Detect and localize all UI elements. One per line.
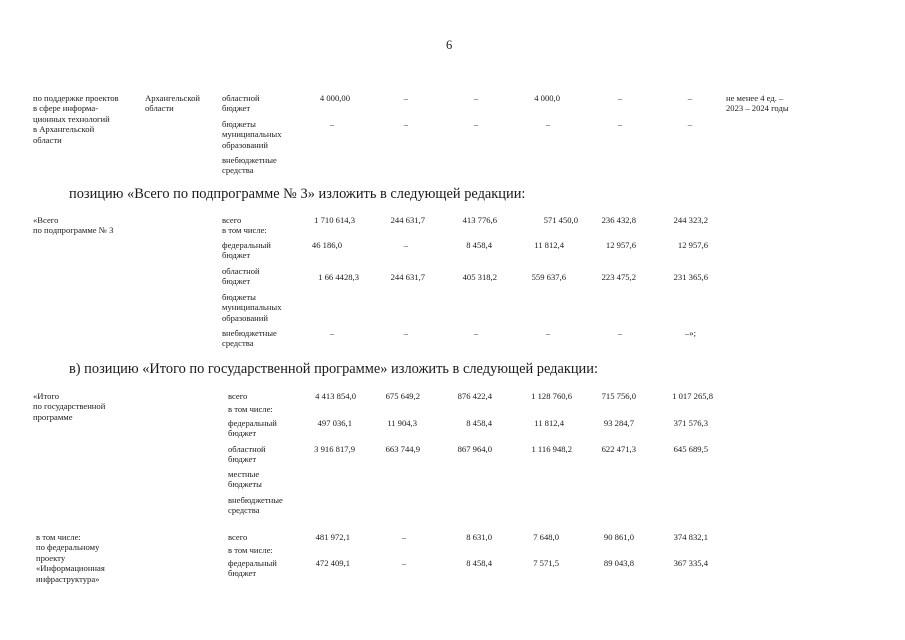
block2-source-3: бюджеты муниципальных образований (222, 292, 282, 323)
block4-cell: 7 571,5 (533, 558, 559, 568)
block2-cell: 8 458,4 (466, 240, 492, 250)
block3-cell: 371 576,3 (673, 418, 708, 428)
block4-source-2: федеральный бюджет (228, 558, 277, 579)
block2-cell: 236 432,8 (601, 215, 636, 225)
block2-cell: – (545, 328, 550, 338)
block1-cell: – (617, 93, 622, 103)
heading-program-total: в) позицию «Итого по государственной программе» изложить в следующей редакции: (69, 361, 598, 377)
block4-cell: 89 043,8 (603, 558, 634, 568)
block4-cell: 481 972,1 (315, 532, 350, 542)
block1-cell: – (617, 119, 622, 129)
block2-cell: 231 365,6 (673, 272, 708, 282)
block3-source-2: федеральный бюджет (228, 418, 277, 439)
block3-cell: 675 649,2 (385, 391, 420, 401)
block2-cell: 12 957,6 (605, 240, 636, 250)
block1-cell: – (403, 119, 408, 129)
block4-cell: 374 832,1 (673, 532, 708, 542)
block4-cell: 90 861,0 (603, 532, 634, 542)
block3-cell: 497 036,1 (317, 418, 352, 428)
block3-source-1: в том числе: (228, 404, 273, 414)
block3-cell: 11 904,3 (387, 418, 417, 428)
block2-cell: – (617, 328, 622, 338)
block2-cell: 244 631,7 (390, 272, 425, 282)
block3-cell: 715 756,0 (601, 391, 636, 401)
block1-cell: 4 000,00 (319, 93, 350, 103)
block4-cell: 7 648,0 (533, 532, 559, 542)
block3-cell: 876 422,4 (457, 391, 492, 401)
block4-source-0: всего (228, 532, 248, 542)
block2-cell: 1 66 4428,3 (318, 272, 359, 282)
block1-cell: – (329, 119, 334, 129)
block2-cell: –»; (685, 328, 696, 338)
block2-source-0: всего в том числе: (222, 215, 267, 236)
block2-cell: 223 475,2 (601, 272, 636, 282)
block2-cell: 571 450,0 (543, 215, 578, 225)
block2-cell: – (473, 328, 478, 338)
block3-cell: 11 812,4 (534, 418, 564, 428)
block3-source-3: областной бюджет (228, 444, 266, 465)
block1-source-2: внебюджетные средства (222, 155, 277, 176)
block2-cell: 405 318,2 (462, 272, 497, 282)
block1-cell: – (473, 119, 478, 129)
block3-cell: 4 413 854,0 (315, 391, 356, 401)
block2-source-4: внебюджетные средства (222, 328, 277, 349)
block1-cell: – (687, 93, 692, 103)
block1-cell: 4 000,0 (534, 93, 560, 103)
block3-cell: 1 128 760,6 (531, 391, 572, 401)
block1-cell: – (473, 93, 478, 103)
block4-source-1: в том числе: (228, 545, 273, 555)
block2-cell: 244 323,2 (673, 215, 708, 225)
block1-cell: – (403, 93, 408, 103)
block3-cell: 867 964,0 (457, 444, 492, 454)
block3-cell: 663 744,9 (385, 444, 420, 454)
block2-cell: 11 812,4 (534, 240, 564, 250)
block2-source-2: областной бюджет (222, 266, 260, 287)
block3-source-4: местные бюджеты (228, 469, 262, 490)
block2-cell: – (403, 240, 408, 250)
block1-result: не менее 4 ед. – 2023 – 2024 годы (726, 93, 789, 114)
block4-label: в том числе: по федеральному проекту «Информационная инфраструктура» (36, 532, 105, 584)
block3-cell: 93 284,7 (603, 418, 634, 428)
block3-label: «Итого по государственной программе (33, 391, 106, 422)
block2-cell: 46 186,0 (311, 240, 342, 250)
block2-label: «Всего по подпрограмме № 3 (33, 215, 114, 236)
block1-source-0: областной бюджет (222, 93, 260, 114)
block3-source-0: всего (228, 391, 248, 401)
block4-cell: 472 409,1 (315, 558, 350, 568)
block3-cell: 1 116 948,2 (531, 444, 572, 454)
block2-source-1: федеральный бюджет (222, 240, 271, 261)
block2-cell: 559 637,6 (531, 272, 566, 282)
block2-cell: 413 776,6 (462, 215, 497, 225)
block4-cell: 8 631,0 (466, 532, 492, 542)
block4-cell: – (401, 558, 406, 568)
block1-cell: – (545, 119, 550, 129)
block3-cell: 3 916 817,9 (314, 444, 355, 454)
block3-source-5: внебюджетные средства (228, 495, 283, 516)
block1-label: по поддержке проектов в сфере информа- ционных технологий в Архангельской области (33, 93, 119, 145)
heading-subprogram-total: позицию «Всего по подпрограмме № 3» изложить в следующей редакции: (69, 186, 526, 202)
page-number: 6 (446, 38, 453, 52)
block2-cell: – (329, 328, 334, 338)
block1-executor: Архангельской области (145, 93, 200, 114)
block4-cell: – (401, 532, 406, 542)
block2-cell: 12 957,6 (677, 240, 708, 250)
block2-cell: – (403, 328, 408, 338)
block3-cell: 8 458,4 (466, 418, 492, 428)
block4-cell: 367 335,4 (673, 558, 708, 568)
block1-cell: – (687, 119, 692, 129)
block3-cell: 622 471,3 (601, 444, 636, 454)
block3-cell: 645 689,5 (673, 444, 708, 454)
block1-source-1: бюджеты муниципальных образований (222, 119, 282, 150)
block3-cell: 1 017 265,8 (672, 391, 713, 401)
block4-cell: 8 458,4 (466, 558, 492, 568)
block2-cell: 244 631,7 (390, 215, 425, 225)
block2-cell: 1 710 614,3 (314, 215, 355, 225)
